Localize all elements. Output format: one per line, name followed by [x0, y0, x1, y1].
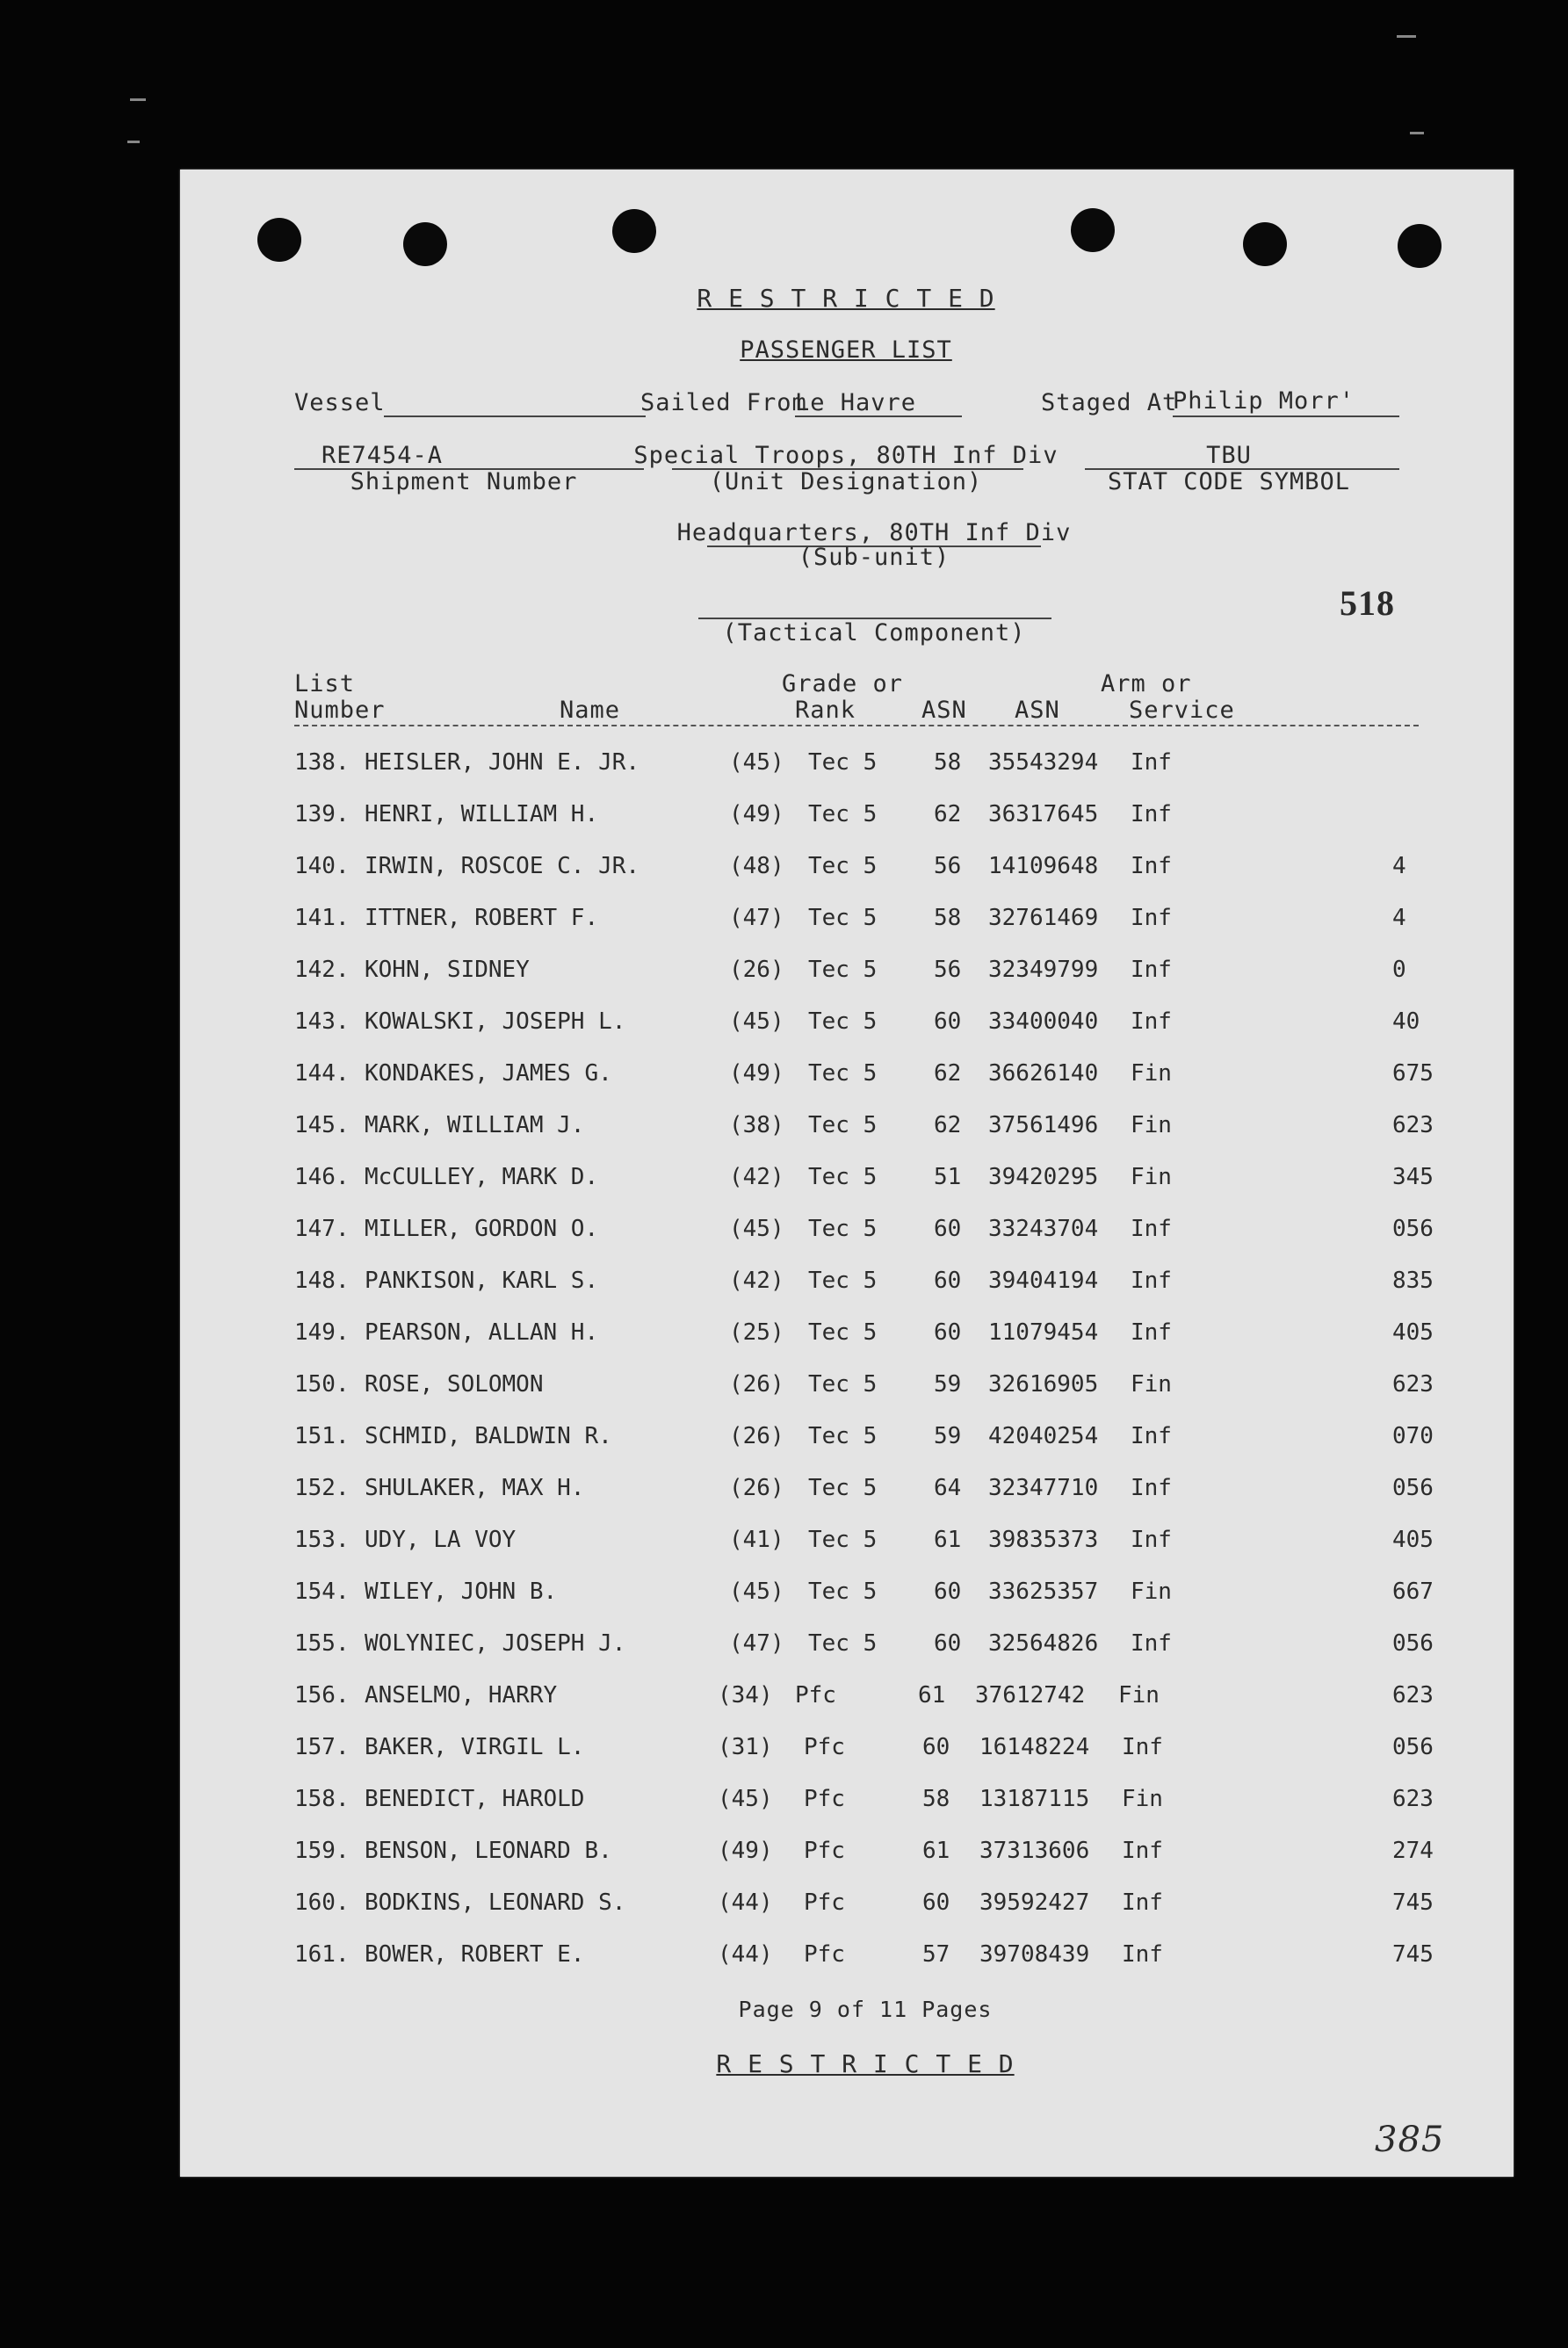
table-row: [180, 1579, 1514, 1617]
asn: 37561496: [988, 1112, 1099, 1138]
asn: 32347710: [988, 1475, 1099, 1501]
arm: Inf: [1131, 1630, 1172, 1657]
code: 60: [922, 1889, 950, 1916]
punch-hole: [257, 218, 301, 262]
col-asn-1: ASN: [921, 697, 967, 724]
list-number: 148.: [294, 1268, 350, 1294]
asn: 39835373: [988, 1527, 1099, 1553]
list-number: 144.: [294, 1060, 350, 1087]
extra-code: 056: [1392, 1216, 1434, 1242]
code: 51: [934, 1164, 962, 1190]
arm: Inf: [1131, 1319, 1172, 1346]
arm: Inf: [1131, 853, 1172, 879]
restricted-heading: R E S T R I C T E D: [697, 284, 995, 313]
margin-mark: [127, 141, 140, 143]
table-row: [180, 1060, 1514, 1099]
passenger-name: MILLER, GORDON O.: [365, 1216, 599, 1242]
asn: 32564826: [988, 1630, 1099, 1657]
asn: 37612742: [975, 1682, 1086, 1709]
table-row: [180, 853, 1514, 892]
grade: Tec 5: [808, 853, 878, 879]
list-number: 147.: [294, 1216, 350, 1242]
table-row: [180, 1941, 1514, 1980]
asn: 14109648: [988, 853, 1099, 879]
list-number: 150.: [294, 1371, 350, 1398]
margin-mark: [130, 98, 146, 101]
arm: Inf: [1131, 1475, 1172, 1501]
extra-code: 070: [1392, 1423, 1434, 1449]
grade: Tec 5: [808, 1008, 878, 1035]
code: 57: [922, 1941, 950, 1968]
grade: Tec 5: [808, 1579, 878, 1605]
table-row: [180, 801, 1514, 840]
extra-code: 623: [1392, 1371, 1434, 1398]
stamp-number: 518: [1340, 583, 1395, 623]
grade: Tec 5: [808, 1630, 878, 1657]
list-number: 149.: [294, 1319, 350, 1346]
handwritten-number: 385: [1375, 2120, 1445, 2160]
grade: Tec 5: [808, 1319, 878, 1346]
extra-code: 835: [1392, 1268, 1434, 1294]
age: (41): [729, 1527, 784, 1553]
extra-code: 056: [1392, 1734, 1434, 1760]
asn: 42040254: [988, 1423, 1099, 1449]
stat-code: TBU: [1206, 442, 1252, 469]
code: 62: [934, 1060, 962, 1087]
margin-mark: [1410, 132, 1424, 134]
sailed-line: [795, 415, 962, 417]
age: (49): [729, 801, 784, 827]
age: (48): [729, 853, 784, 879]
age: (42): [729, 1268, 784, 1294]
passenger-name: BENSON, LEONARD B.: [365, 1838, 612, 1864]
age: (45): [729, 749, 784, 776]
subunit: Headquarters, 80TH Inf Div: [676, 519, 1072, 546]
age: (44): [718, 1889, 773, 1916]
list-number: 152.: [294, 1475, 350, 1501]
grade: Pfc: [804, 1941, 845, 1968]
age: (49): [729, 1060, 784, 1087]
grade: Tec 5: [808, 1268, 878, 1294]
passenger-name: KOWALSKI, JOSEPH L.: [365, 1008, 626, 1035]
passenger-name: McCULLEY, MARK D.: [365, 1164, 599, 1190]
code: 56: [934, 957, 962, 983]
table-row: [180, 1164, 1514, 1203]
sailed-value: Le Havre: [795, 389, 917, 416]
unit-designation: Special Troops, 80TH Inf Div: [633, 442, 1059, 469]
unit-caption: (Unit Designation): [709, 468, 983, 495]
arm: Inf: [1131, 1008, 1172, 1035]
list-number: 138.: [294, 749, 350, 776]
asn: 32761469: [988, 905, 1099, 931]
passenger-name: KOHN, SIDNEY: [365, 957, 530, 983]
code: 59: [934, 1423, 962, 1449]
age: (26): [729, 1371, 784, 1398]
grade: Tec 5: [808, 1112, 878, 1138]
grade: Pfc: [804, 1734, 845, 1760]
sailed-label: Sailed From: [640, 389, 807, 416]
code: 61: [918, 1682, 946, 1709]
passenger-name: ANSELMO, HARRY: [365, 1682, 558, 1709]
list-number: 157.: [294, 1734, 350, 1760]
extra-code: 274: [1392, 1838, 1434, 1864]
page-indicator: Page 9 of 11 Pages: [738, 1997, 993, 2022]
extra-code: 745: [1392, 1941, 1434, 1968]
list-number: 160.: [294, 1889, 350, 1916]
shipment-number: RE7454-A: [321, 442, 444, 469]
vessel-label: Vessel: [294, 389, 386, 416]
list-number: 145.: [294, 1112, 350, 1138]
code: 60: [934, 1216, 962, 1242]
col-list-number-2: Number: [294, 697, 386, 724]
extra-code: 623: [1392, 1786, 1434, 1812]
grade: Pfc: [804, 1889, 845, 1916]
table-row: [180, 1734, 1514, 1773]
grade: Tec 5: [808, 1475, 878, 1501]
staged-label: Staged At: [1041, 389, 1178, 416]
table-row: [180, 1112, 1514, 1151]
asn: 36626140: [988, 1060, 1099, 1087]
passenger-name: BOWER, ROBERT E.: [365, 1941, 585, 1968]
asn: 36317645: [988, 801, 1099, 827]
punch-hole: [612, 209, 656, 253]
passenger-name: KONDAKES, JAMES G.: [365, 1060, 612, 1087]
extra-code: 345: [1392, 1164, 1434, 1190]
passenger-name: HENRI, WILLIAM H.: [365, 801, 599, 827]
list-number: 156.: [294, 1682, 350, 1709]
tactical-caption: (Tactical Component): [722, 619, 1026, 647]
list-number: 143.: [294, 1008, 350, 1035]
table-row: [180, 1319, 1514, 1358]
table-row: [180, 1216, 1514, 1254]
header-underline: [294, 725, 1419, 726]
list-number: 139.: [294, 801, 350, 827]
passenger-name: IRWIN, ROSCOE C. JR.: [365, 853, 640, 879]
table-row: [180, 957, 1514, 995]
extra-code: 405: [1392, 1319, 1434, 1346]
age: (44): [718, 1941, 773, 1968]
code: 61: [922, 1838, 950, 1864]
extra-code: 056: [1392, 1630, 1434, 1657]
grade: Tec 5: [808, 749, 878, 776]
age: (47): [729, 905, 784, 931]
arm: Inf: [1122, 1838, 1163, 1864]
code: 58: [934, 905, 962, 931]
arm: Inf: [1122, 1734, 1163, 1760]
asn: 35543294: [988, 749, 1099, 776]
code: 58: [934, 749, 962, 776]
arm: Fin: [1131, 1060, 1172, 1087]
age: (45): [729, 1579, 784, 1605]
age: (25): [729, 1319, 784, 1346]
col-grade: Grade or: [782, 670, 904, 697]
extra-code: 745: [1392, 1889, 1434, 1916]
grade: Tec 5: [808, 1371, 878, 1398]
passenger-name: HEISLER, JOHN E. JR.: [365, 749, 640, 776]
stat-code-caption: STAT CODE SYMBOL: [1107, 468, 1351, 495]
table-row: [180, 1786, 1514, 1824]
code: 61: [934, 1527, 962, 1553]
passenger-name: PEARSON, ALLAN H.: [365, 1319, 599, 1346]
col-list-number: List: [294, 670, 356, 697]
arm: Fin: [1122, 1786, 1163, 1812]
staged-line: [1173, 415, 1399, 417]
col-asn-2: ASN: [1015, 697, 1060, 724]
asn: 37313606: [979, 1838, 1090, 1864]
age: (31): [718, 1734, 773, 1760]
arm: Inf: [1131, 1216, 1172, 1242]
age: (26): [729, 1475, 784, 1501]
grade: Tec 5: [808, 1216, 878, 1242]
asn: 11079454: [988, 1319, 1099, 1346]
passenger-list-page: [180, 170, 1514, 2177]
extra-code: 4: [1392, 905, 1406, 931]
asn: 33625357: [988, 1579, 1099, 1605]
passenger-name: MARK, WILLIAM J.: [365, 1112, 585, 1138]
asn: 33243704: [988, 1216, 1099, 1242]
age: (26): [729, 1423, 784, 1449]
table-row: [180, 905, 1514, 943]
passenger-name: BENEDICT, HAROLD: [365, 1786, 585, 1812]
code: 60: [934, 1008, 962, 1035]
arm: Inf: [1131, 1423, 1172, 1449]
list-number: 146.: [294, 1164, 350, 1190]
arm: Inf: [1131, 957, 1172, 983]
code: 60: [934, 1319, 962, 1346]
vessel-line: [384, 415, 646, 417]
code: 60: [922, 1734, 950, 1760]
grade: Tec 5: [808, 905, 878, 931]
list-number: 153.: [294, 1527, 350, 1553]
punch-hole: [1071, 208, 1115, 252]
age: (49): [718, 1838, 773, 1864]
passenger-name: WOLYNIEC, JOSEPH J.: [365, 1630, 626, 1657]
passenger-name: BAKER, VIRGIL L.: [365, 1734, 585, 1760]
list-number: 155.: [294, 1630, 350, 1657]
punch-hole: [403, 222, 447, 266]
asn: 39592427: [979, 1889, 1090, 1916]
asn: 13187115: [979, 1786, 1090, 1812]
list-number: 151.: [294, 1423, 350, 1449]
col-arm-2: Service: [1129, 697, 1235, 724]
age: (45): [729, 1008, 784, 1035]
table-row: [180, 1630, 1514, 1669]
code: 56: [934, 853, 962, 879]
code: 62: [934, 801, 962, 827]
grade: Tec 5: [808, 801, 878, 827]
list-number: 142.: [294, 957, 350, 983]
passenger-name: SCHMID, BALDWIN R.: [365, 1423, 612, 1449]
grade: Tec 5: [808, 1060, 878, 1087]
list-title: PASSENGER LIST: [740, 336, 952, 364]
code: 60: [934, 1268, 962, 1294]
table-row: [180, 1268, 1514, 1306]
asn: 39404194: [988, 1268, 1099, 1294]
code: 62: [934, 1112, 962, 1138]
punch-hole: [1243, 222, 1287, 266]
grade: Pfc: [804, 1838, 845, 1864]
grade: Tec 5: [808, 957, 878, 983]
passenger-name: ITTNER, ROBERT F.: [365, 905, 599, 931]
table-row: [180, 1838, 1514, 1876]
list-number: 161.: [294, 1941, 350, 1968]
asn: 39708439: [979, 1941, 1090, 1968]
col-name: Name: [560, 697, 621, 724]
passenger-name: WILEY, JOHN B.: [365, 1579, 558, 1605]
asn: 32616905: [988, 1371, 1099, 1398]
table-row: [180, 1889, 1514, 1928]
arm: Inf: [1131, 801, 1172, 827]
asn: 33400040: [988, 1008, 1099, 1035]
arm: Inf: [1131, 749, 1172, 776]
age: (42): [729, 1164, 784, 1190]
arm: Inf: [1131, 1268, 1172, 1294]
grade: Pfc: [804, 1786, 845, 1812]
extra-code: 667: [1392, 1579, 1434, 1605]
table-row: [180, 749, 1514, 788]
list-number: 159.: [294, 1838, 350, 1864]
arm: Fin: [1131, 1164, 1172, 1190]
passenger-name: ROSE, SOLOMON: [365, 1371, 544, 1398]
arm: Fin: [1131, 1579, 1172, 1605]
table-row: [180, 1008, 1514, 1047]
age: (34): [718, 1682, 773, 1709]
passenger-name: UDY, LA VOY: [365, 1527, 517, 1553]
arm: Inf: [1122, 1889, 1163, 1916]
list-number: 154.: [294, 1579, 350, 1605]
table-row: [180, 1682, 1514, 1721]
age: (38): [729, 1112, 784, 1138]
age: (45): [729, 1216, 784, 1242]
arm: Fin: [1131, 1371, 1172, 1398]
code: 58: [922, 1786, 950, 1812]
extra-code: 4: [1392, 853, 1406, 879]
code: 60: [934, 1579, 962, 1605]
grade: Pfc: [795, 1682, 836, 1709]
asn: 39420295: [988, 1164, 1099, 1190]
extra-code: 056: [1392, 1475, 1434, 1501]
table-row: [180, 1423, 1514, 1462]
arm: Inf: [1131, 1527, 1172, 1553]
arm: Fin: [1131, 1112, 1172, 1138]
extra-code: 623: [1392, 1112, 1434, 1138]
list-number: 140.: [294, 853, 350, 879]
staged-value: Philip Morr': [1173, 387, 1355, 415]
list-number: 141.: [294, 905, 350, 931]
age: (26): [729, 957, 784, 983]
arm: Inf: [1122, 1941, 1163, 1968]
age: (45): [718, 1786, 773, 1812]
passenger-name: SHULAKER, MAX H.: [365, 1475, 585, 1501]
grade: Tec 5: [808, 1527, 878, 1553]
table-row: [180, 1527, 1514, 1565]
col-arm: Arm or: [1101, 670, 1192, 697]
arm: Inf: [1131, 905, 1172, 931]
extra-code: 40: [1392, 1008, 1420, 1035]
table-row: [180, 1371, 1514, 1410]
shipment-caption: Shipment Number: [350, 468, 578, 495]
code: 59: [934, 1371, 962, 1398]
punch-hole: [1398, 224, 1442, 268]
asn: 32349799: [988, 957, 1099, 983]
extra-code: 675: [1392, 1060, 1434, 1087]
grade: Tec 5: [808, 1423, 878, 1449]
code: 64: [934, 1475, 962, 1501]
grade: Tec 5: [808, 1164, 878, 1190]
age: (47): [729, 1630, 784, 1657]
col-grade-2: Rank: [795, 697, 856, 724]
asn: 16148224: [979, 1734, 1090, 1760]
code: 60: [934, 1630, 962, 1657]
extra-code: 623: [1392, 1682, 1434, 1709]
list-number: 158.: [294, 1786, 350, 1812]
restricted-footer: R E S T R I C T E D: [716, 2049, 1015, 2078]
table-row: [180, 1475, 1514, 1514]
margin-mark: [1397, 35, 1416, 38]
extra-code: 405: [1392, 1527, 1434, 1553]
passenger-name: BODKINS, LEONARD S.: [365, 1889, 626, 1916]
extra-code: 0: [1392, 957, 1406, 983]
passenger-name: PANKISON, KARL S.: [365, 1268, 599, 1294]
subunit-caption: (Sub-unit): [798, 544, 950, 571]
arm: Fin: [1118, 1682, 1160, 1709]
